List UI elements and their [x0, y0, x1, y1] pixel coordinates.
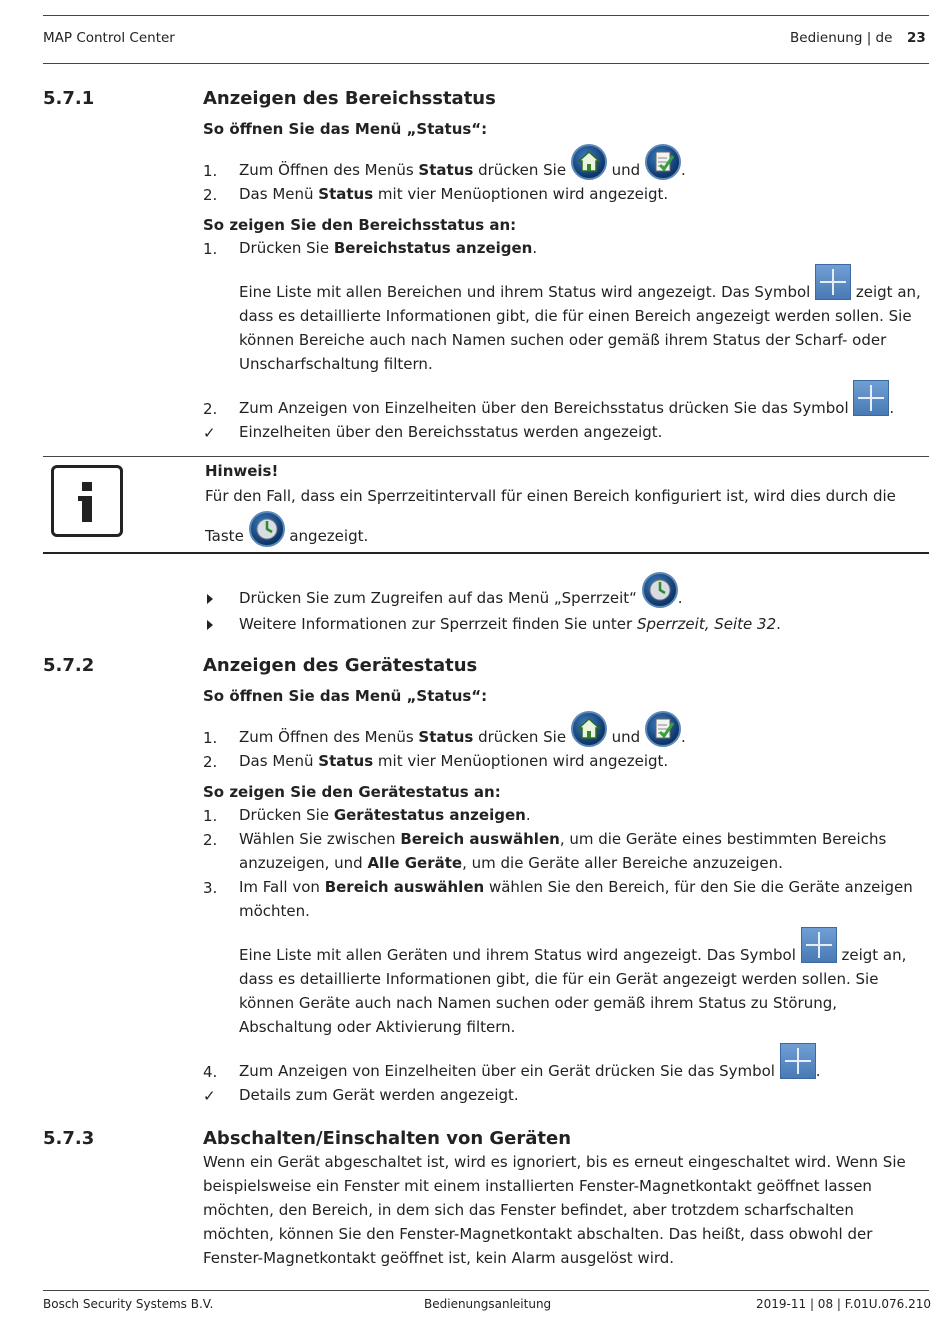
- bullet-text: Drücken Sie zum Zugreifen auf das Menü „Sperrzeit“ .: [239, 586, 929, 610]
- step-text: Das Menü Status mit vier Menüoptionen wird angezeigt.: [239, 752, 669, 770]
- step-text: Drücken Sie Bereichstatus anzeigen.: [239, 239, 538, 257]
- body-paragraph: Wenn ein Gerät abgeschaltet ist, wird es ignoriert, bis es erneut eingeschaltet wird. Wenn Sie beispielsweise ein Fenster mit einem installierten Fenster-Magnetkontakt geöffnet lassen möchten, den Bereich, in dem sich das Fenster befindet, aber trotzdem scharfschalten möchten, können Sie den Fenster-Magnetkontakt abschalten. Das heißt, dass obwohl der Fenster-Magnetkontakt geöffnet ist, kein Alarm ausgelöst wird.: [203, 1153, 906, 1267]
- bullet-marker: [207, 620, 213, 630]
- step-number: 2.: [203, 831, 218, 849]
- header-section: Bedienung | de: [790, 30, 893, 46]
- subheading: So öffnen Sie das Menü „Status“:: [203, 120, 488, 138]
- plus-icon[interactable]: [780, 1043, 816, 1079]
- section-title: Anzeigen des Bereichsstatus: [203, 88, 496, 109]
- check-mark: ✓: [203, 1087, 216, 1105]
- section-number: 5.7.3: [43, 1128, 95, 1149]
- plus-icon[interactable]: [853, 380, 889, 416]
- result-text: Details zum Gerät werden angezeigt.: [239, 1086, 519, 1104]
- step-number: 2.: [203, 400, 218, 418]
- step-text: Das Menü Status mit vier Menüoptionen wird angezeigt.: [239, 185, 669, 203]
- step-text: Drücken Sie Gerätestatus anzeigen.: [239, 806, 531, 824]
- step-text: Im Fall von Bereich auswählen wählen Sie den Bereich, für den Sie die Geräte anzeigen möchten.: [239, 878, 913, 920]
- home-icon[interactable]: [571, 711, 607, 747]
- checklist-icon[interactable]: [645, 711, 681, 747]
- timer-icon[interactable]: [249, 511, 285, 547]
- check-mark: ✓: [203, 424, 216, 442]
- step-text: Zum Anzeigen von Einzelheiten über ein Gerät drücken Sie das Symbol .: [239, 1059, 929, 1083]
- step-number: 2.: [203, 753, 218, 771]
- step-number: 2.: [203, 186, 218, 204]
- section-title: Abschalten/Einschalten von Geräten: [203, 1128, 572, 1149]
- header-title: MAP Control Center: [43, 30, 175, 46]
- header-bottom-rule: [43, 63, 929, 64]
- step-number: 1.: [203, 162, 218, 180]
- header-top-rule: [43, 15, 929, 16]
- home-icon[interactable]: [571, 144, 607, 180]
- page-number: 23: [907, 30, 926, 46]
- cross-reference-link[interactable]: Sperrzeit, Seite 32: [636, 615, 777, 633]
- bullet-text: Weitere Informationen zur Sperrzeit finden Sie unter Sperrzeit, Seite 32.: [239, 615, 781, 633]
- notice-text: Für den Fall, dass ein Sperrzeitintervall für einen Bereich konfiguriert ist, wird dies durch die: [205, 487, 896, 505]
- section-title: Anzeigen des Gerätestatus: [203, 655, 478, 676]
- step-number: 1.: [203, 729, 218, 747]
- footer-doc-id: 2019-11 | 08 | F.01U.076.210: [756, 1297, 932, 1311]
- plus-icon[interactable]: [801, 927, 837, 963]
- step-number: 3.: [203, 879, 218, 897]
- subheading: So öffnen Sie das Menü „Status“:: [203, 687, 488, 705]
- footer-company: Bosch Security Systems B.V.: [43, 1297, 214, 1311]
- notice-title: Hinweis!: [205, 462, 279, 480]
- subheading: So zeigen Sie den Bereichsstatus an:: [203, 216, 517, 234]
- checklist-icon[interactable]: [645, 144, 681, 180]
- timer-icon[interactable]: [642, 572, 678, 608]
- footer-rule: [43, 1290, 929, 1291]
- section-number: 5.7.2: [43, 655, 95, 676]
- footer-doc-type: Bedienungsanleitung: [424, 1297, 552, 1311]
- description-paragraph: Eine Liste mit allen Geräten und ihrem Status wird angezeigt. Das Symbol zeigt an, dass es detaillierte Informationen gibt, die für ein Gerät angezeigt werden sollen. Sie können Geräte auch nach Namen suchen oder gemäß ihrem Status zu Störung, Abschaltung oder Aktivierung filtern.: [239, 943, 929, 1039]
- notice-bottom-rule: [43, 552, 929, 554]
- step-text: Zum Anzeigen von Einzelheiten über den Bereichsstatus drücken Sie das Symbol .: [239, 396, 929, 420]
- info-icon: [51, 465, 123, 537]
- step-number: 1.: [203, 240, 218, 258]
- step-number: 4.: [203, 1063, 218, 1081]
- step-text: Wählen Sie zwischen Bereich auswählen, um die Geräte eines bestimmten Bereichs anzuzeigen, und Alle Geräte, um die Geräte aller Bereiche anzuzeigen.: [239, 830, 887, 872]
- subheading: So zeigen Sie den Gerätestatus an:: [203, 783, 501, 801]
- notice-top-rule: [43, 456, 929, 457]
- plus-icon[interactable]: [815, 264, 851, 300]
- bullet-marker: [207, 594, 213, 604]
- step-text: Zum Öffnen des Menüs Status drücken Sie und .: [239, 725, 929, 749]
- description-paragraph: Eine Liste mit allen Bereichen und ihrem Status wird angezeigt. Das Symbol zeigt an, dass es detaillierte Informationen gibt, die für einen Bereich angezeigt werden sollen. Sie können Bereiche auch nach Namen suchen oder gemäß ihrem Status der Scharf- oder Unscharfschaltung filtern.: [239, 280, 929, 376]
- step-text: Zum Öffnen des Menüs Status drücken Sie und .: [239, 158, 929, 182]
- result-text: Einzelheiten über den Bereichsstatus werden angezeigt.: [239, 423, 663, 441]
- section-number: 5.7.1: [43, 88, 95, 109]
- notice-text: Taste angezeigt.: [205, 524, 930, 548]
- step-number: 1.: [203, 807, 218, 825]
